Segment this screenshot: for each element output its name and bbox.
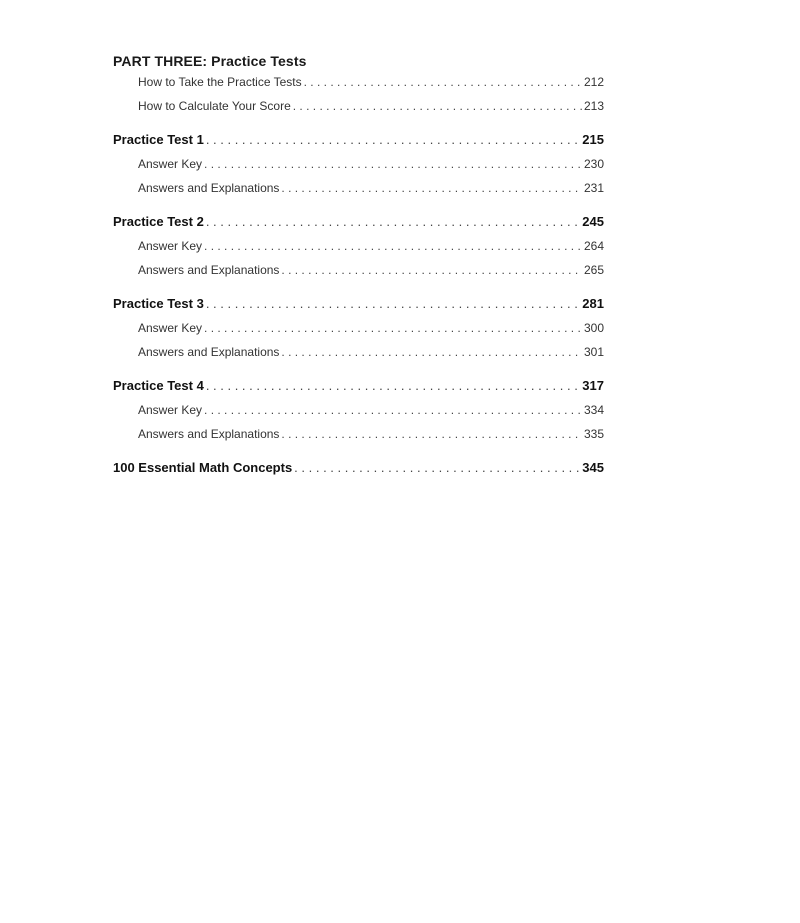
toc-entry-page: 345 — [582, 460, 604, 475]
toc-entry-label: Practice Test 4 — [113, 378, 204, 393]
toc-entry-page: 300 — [583, 321, 604, 335]
toc-entry-page: 212 — [583, 75, 604, 89]
dot-leader — [281, 258, 582, 282]
toc-entry-label: Answers and Explanations — [138, 263, 280, 277]
toc-entry-page: 264 — [583, 239, 604, 253]
group-spacer — [113, 364, 604, 374]
toc-entry-label: Answer Key — [138, 321, 203, 335]
toc-entry-label: Practice Test 2 — [113, 214, 204, 229]
toc-entry-label: Practice Test 1 — [113, 132, 204, 147]
toc-entry-page: 213 — [583, 99, 604, 113]
toc-entry-practice-test-3[interactable] — [113, 292, 604, 316]
dot-leader — [206, 374, 580, 398]
toc-entry-page: 281 — [582, 296, 604, 311]
part-heading: PART THREE: Practice Tests — [113, 53, 307, 69]
toc-entry-page: 301 — [583, 345, 604, 359]
toc-entry-practice-test-4[interactable] — [113, 374, 604, 398]
toc-entry-answer-key-4[interactable] — [113, 398, 604, 422]
toc-entry-page: 265 — [583, 263, 604, 277]
toc-entry-page: 335 — [583, 427, 604, 441]
group-spacer — [113, 282, 604, 292]
toc-entry-explanations-3[interactable] — [113, 340, 604, 364]
toc-entry-how-to-take[interactable] — [113, 70, 604, 94]
toc-entry-page: 230 — [583, 157, 604, 171]
dot-leader — [206, 292, 580, 316]
dot-leader — [294, 456, 580, 480]
toc-entry-answer-key-3[interactable] — [113, 316, 604, 340]
toc-entry-label: 100 Essential Math Concepts — [113, 460, 293, 475]
dot-leader — [293, 94, 582, 118]
toc-entry-page: 245 — [582, 214, 604, 229]
dot-leader — [304, 70, 582, 94]
toc-entry-label: Answers and Explanations — [138, 345, 280, 359]
toc-entry-explanations-4[interactable] — [113, 422, 604, 446]
toc-entry-label: Answers and Explanations — [138, 427, 280, 441]
toc-entry-page: 317 — [582, 378, 604, 393]
toc-entry-page: 334 — [583, 403, 604, 417]
dot-leader — [281, 340, 582, 364]
toc-entry-label: Answer Key — [138, 239, 203, 253]
toc-entry-label: Answer Key — [138, 403, 203, 417]
toc-entry-explanations-2[interactable] — [113, 258, 604, 282]
toc-entry-practice-test-2[interactable] — [113, 210, 604, 234]
toc-entry-page: 215 — [582, 132, 604, 147]
dot-leader — [206, 128, 580, 152]
dot-leader — [206, 210, 580, 234]
dot-leader — [281, 422, 582, 446]
toc-entry-label: How to Calculate Your Score — [138, 99, 291, 113]
toc-entry-explanations-1[interactable] — [113, 176, 604, 200]
toc-entry-label: Practice Test 3 — [113, 296, 204, 311]
toc-entry-answer-key-1[interactable] — [113, 152, 604, 176]
toc-entry-page: 231 — [583, 181, 604, 195]
table-of-contents — [113, 53, 604, 480]
dot-leader — [204, 234, 582, 258]
toc-entry-answer-key-2[interactable] — [113, 234, 604, 258]
group-spacer — [113, 200, 604, 210]
toc-entry-label: Answer Key — [138, 157, 203, 171]
group-spacer — [113, 446, 604, 456]
toc-entry-label: Answers and Explanations — [138, 181, 280, 195]
dot-leader — [281, 176, 582, 200]
toc-entry-calculate-score[interactable] — [113, 94, 604, 118]
toc-entry-math-concepts[interactable] — [113, 456, 604, 480]
toc-entry-practice-test-1[interactable] — [113, 128, 604, 152]
dot-leader — [204, 152, 582, 176]
dot-leader — [204, 316, 582, 340]
dot-leader — [204, 398, 582, 422]
toc-entry-label: How to Take the Practice Tests — [138, 75, 302, 89]
group-spacer — [113, 118, 604, 128]
